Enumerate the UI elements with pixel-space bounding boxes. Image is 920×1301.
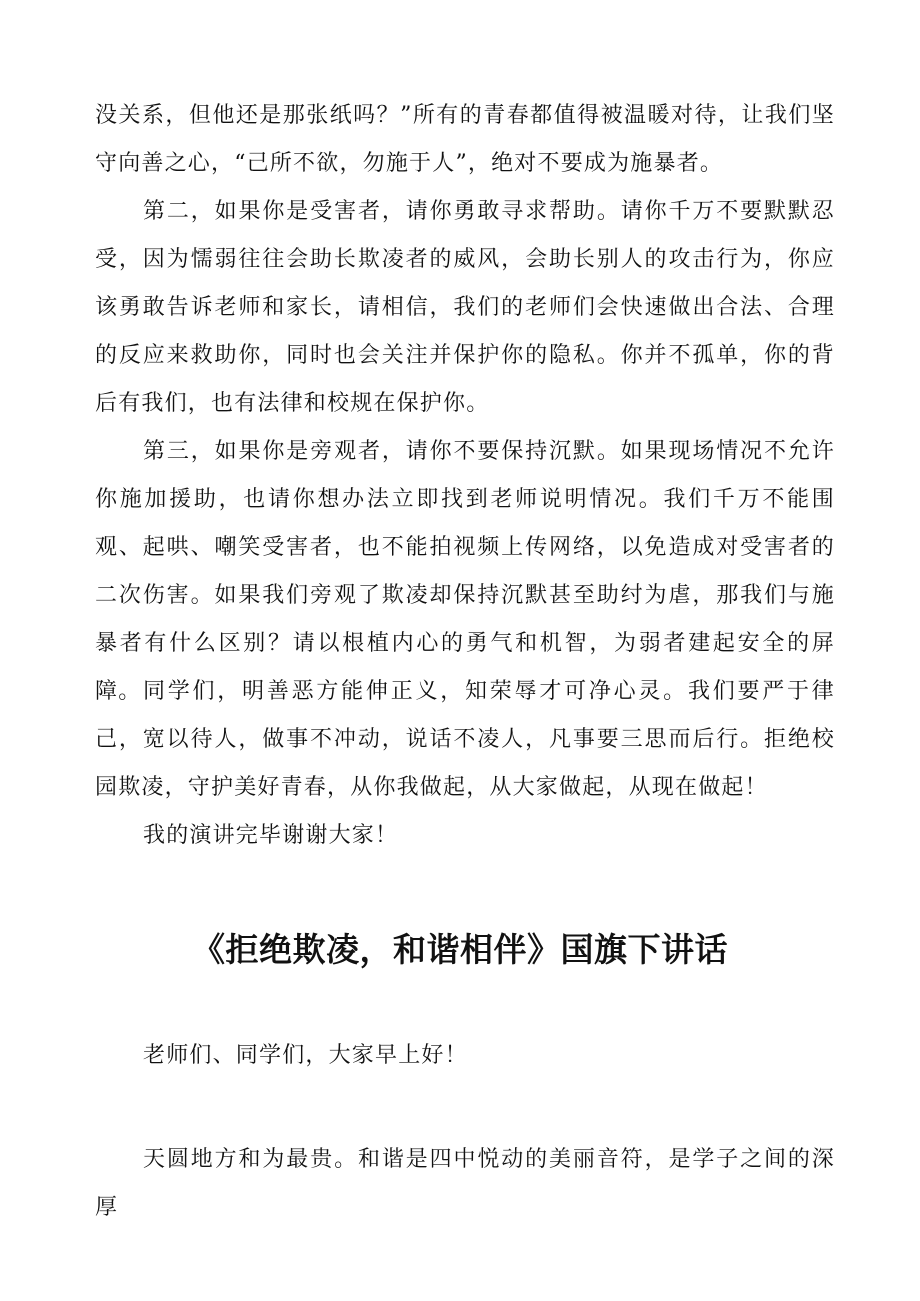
paragraph-third-point: 第三，如果你是旁观者，请你不要保持沉默。如果现场情况不允许你施加援助，也请你想办法立即找到老师说明情况。我们千万不能围观、起哄、嘲笑受害者，也不能拍视频上传网络，以免造成对受害者的二次伤害。如果我们旁观了欺凌却保持沉默甚至助纣为虐，那我们与施暴者有什么区别？请以根植内心的勇气和机智，为弱者建起安全的屏障。 xyxy=(95,439,835,704)
paragraph-closing: 我的演讲完毕谢谢大家！ xyxy=(143,823,399,848)
greeting-line: 老师们、同学们，大家早上好！ xyxy=(143,1043,468,1068)
opening-paragraph: 天圆地方和为最贵。和谐是四中悦动的美丽音符，是学子之间的深厚 xyxy=(95,1147,835,1220)
paragraph-continuation: 没关系，但他还是那张纸吗？”所有的青春都值得被温暖对待，让我们坚守向善之心，“己所不欲，勿施于人”，绝对不要成为施暴者。 xyxy=(95,103,835,176)
speech-title: 《拒绝欺凌，和谐相伴》国旗下讲话 xyxy=(192,930,728,969)
paragraph-conclusion: 同学们，明善恶方能伸正义，知荣辱才可净心灵。我们要严于律己，宽以待人，做事不冲动，说话不凌人，凡事要三思而后行。拒绝校园欺凌，守护美好青春，从你我做起，从大家做起，从现在做起！ xyxy=(95,679,835,800)
paragraph-second-point: 第二，如果你是受害者，请你勇敢寻求帮助。请你千万不要默默忍受，因为懦弱往往会助长欺凌者的威风，会助长别人的攻击行为，你应该勇敢告诉老师和家长，请相信，我们的老师们会快速做出合法、合理的反应来救助你，同时也会关注并保护你的隐私。你并不孤单，你的背后有我们，也有法律和校规在保护你。 xyxy=(95,199,835,416)
